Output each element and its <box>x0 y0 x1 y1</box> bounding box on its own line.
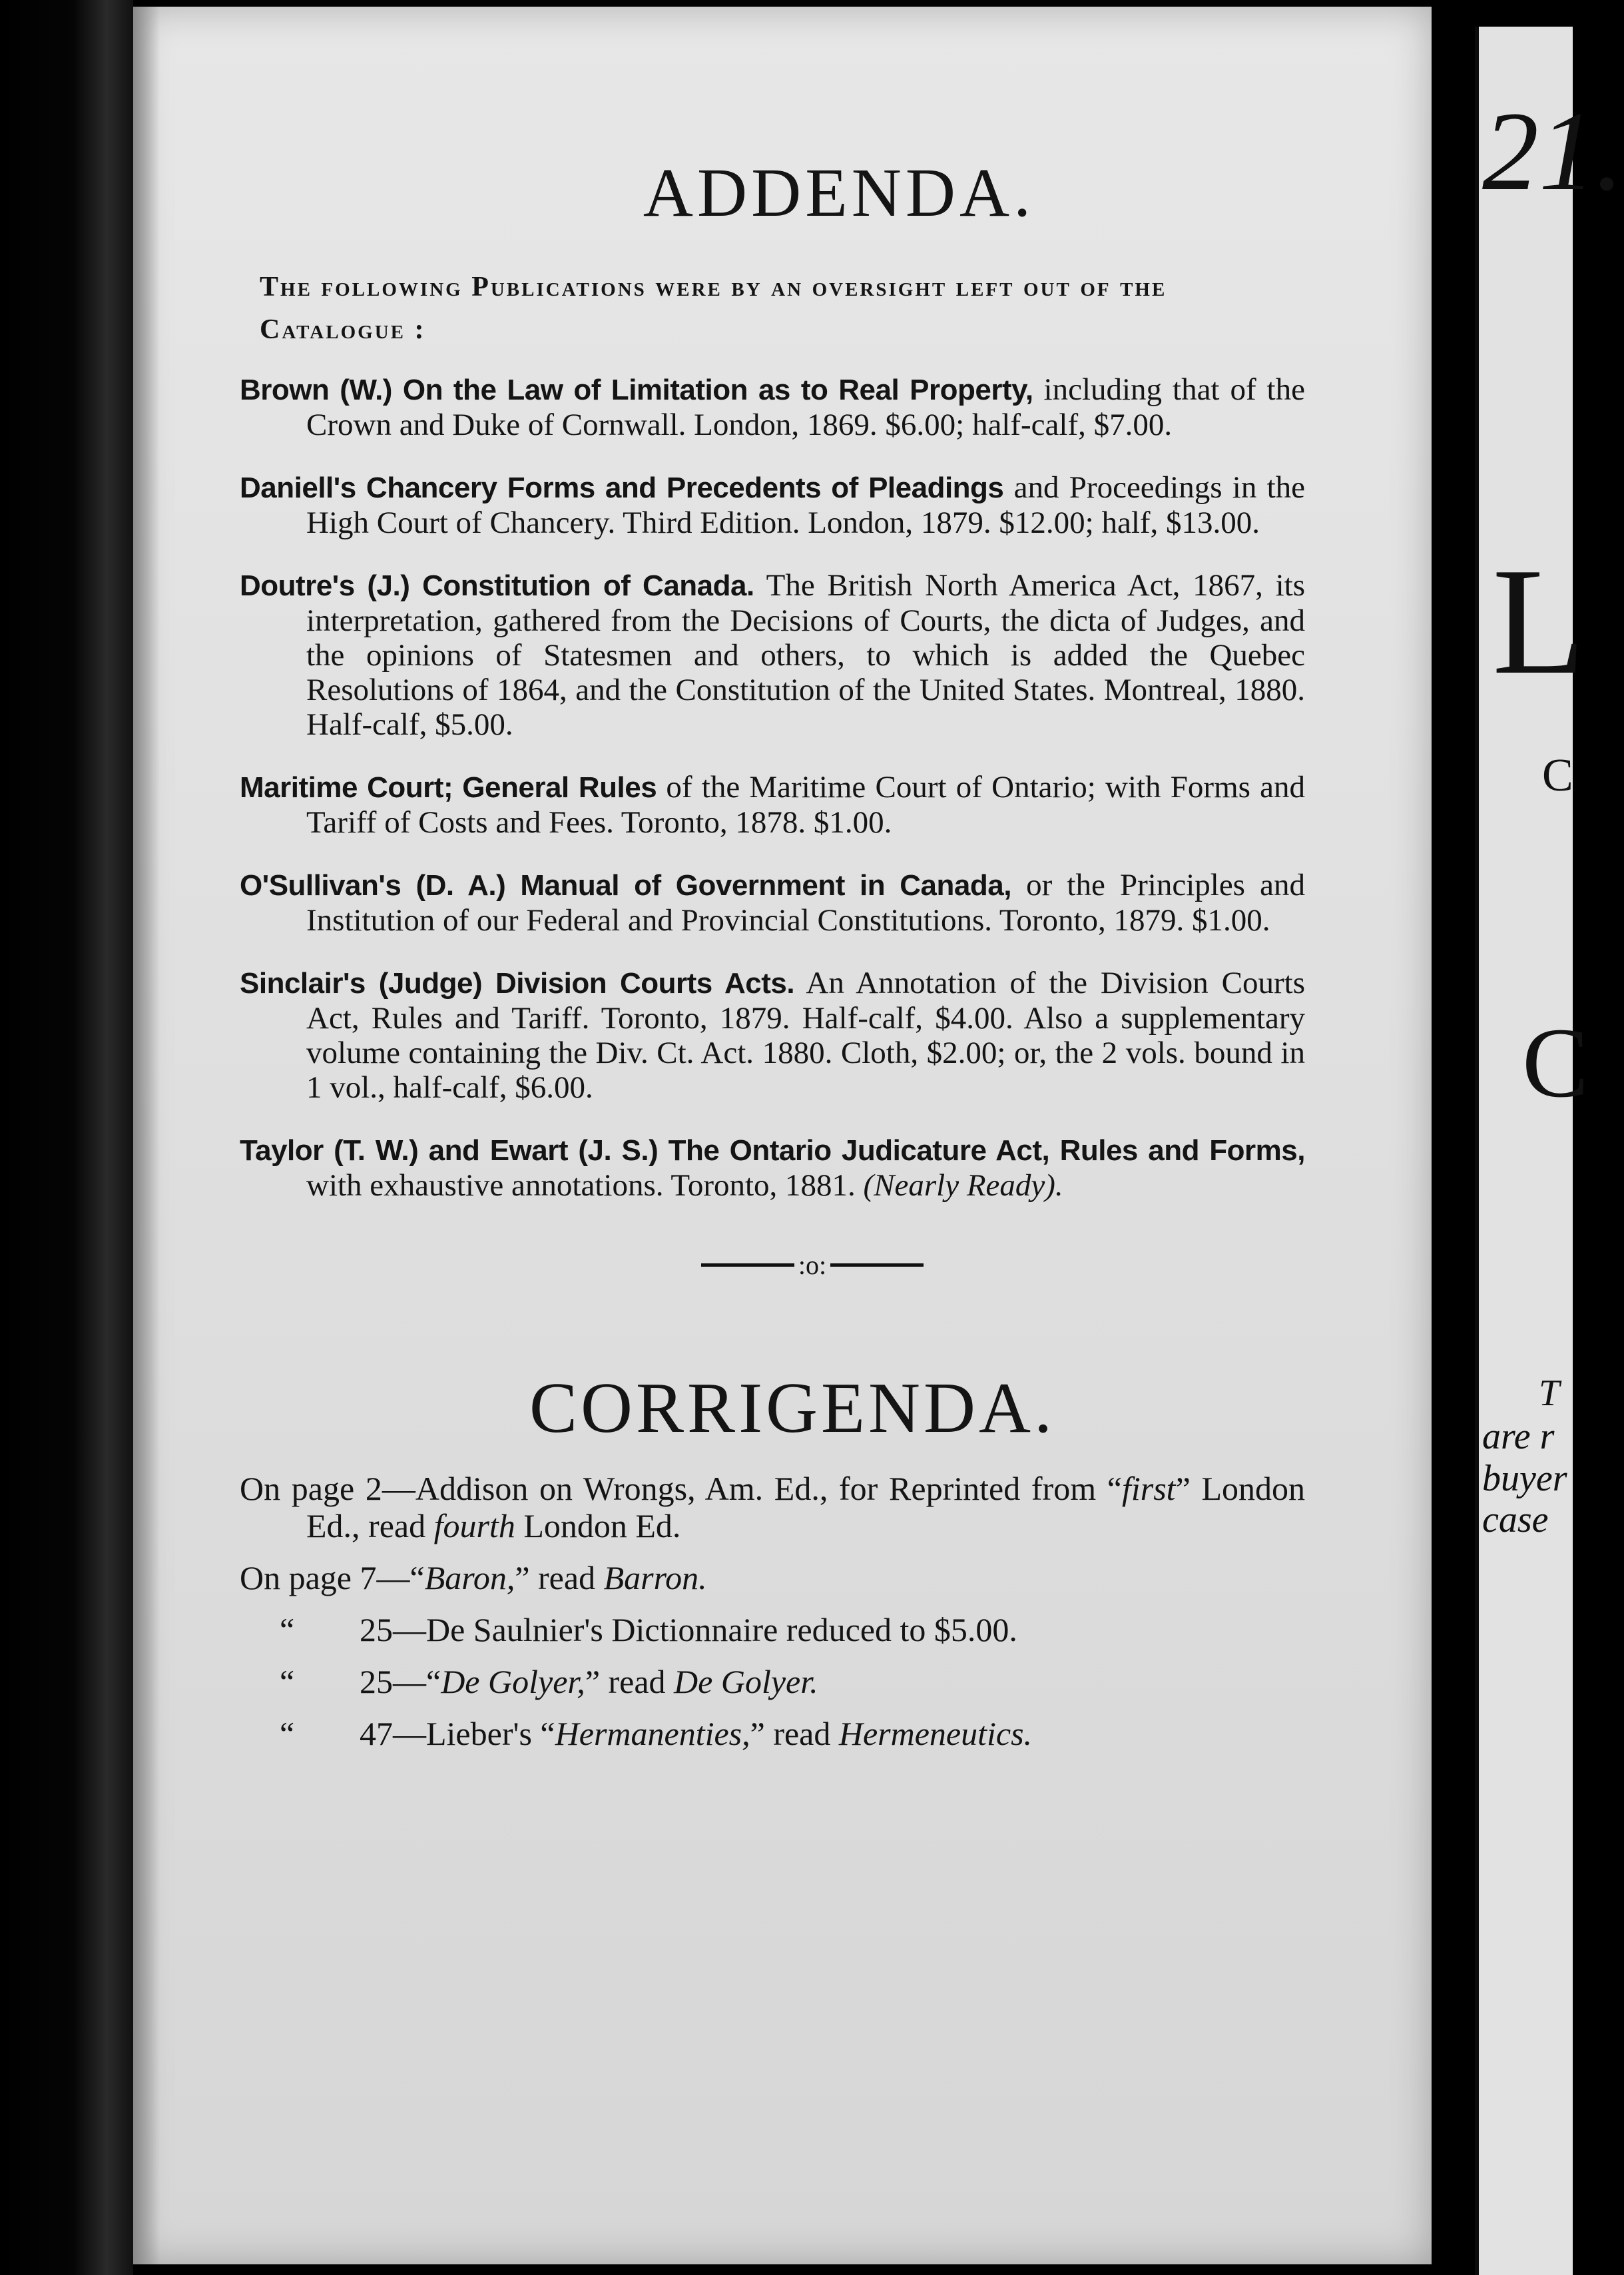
ditto-mark: “ <box>280 1611 295 1648</box>
corrigenda-item <box>240 1611 1305 1648</box>
corrigenda-italic: first <box>1121 1470 1176 1507</box>
corrigenda-text: 25—“ <box>360 1663 441 1700</box>
facing-page-number: 21. <box>1482 89 1624 214</box>
entry-text: or the Principles and Institution of our Federal and Provincial Constitutions. Toronto, 1879. $1.00. <box>306 868 1305 938</box>
facing-page-text: T <box>1539 1373 1560 1414</box>
entry-text: and Proceedings in the High Court of Chancery. Third Edition. London, 1879. $12.00; half, $13.00. <box>306 470 1306 540</box>
corrigenda-italic: De Golyer. <box>674 1663 818 1700</box>
corrigenda-text: London Ed. <box>515 1507 681 1544</box>
corrigenda-item <box>240 1663 1305 1700</box>
facing-page-letter: C <box>1522 1008 1589 1118</box>
addenda-entry <box>240 770 1305 840</box>
book-spine-shadow <box>0 0 133 2275</box>
addenda-intro: The following Publications were by an oversight left out of the Catalogue : <box>260 272 1167 345</box>
addenda-entry <box>240 470 1305 540</box>
addenda-entry <box>240 568 1305 742</box>
corrigenda-italic: Hermeneutics. <box>838 1715 1033 1752</box>
entry-text: An Annotation of the Division Courts Act, Rules and Tariff. Toronto, 1879. Half-calf, $4.00. Also a supplementary volume containing the Div. Ct. Act. 1880. Cloth, $2.00; or, the 2 vols. bound in 1 vol., half-calf, $6.00. <box>306 966 1305 1105</box>
corrigenda-italic: Barron. <box>603 1559 707 1596</box>
facing-page-fragment <box>1475 27 1624 2275</box>
corrigenda-text: ” read <box>515 1559 604 1596</box>
addenda-entry <box>240 1133 1305 1203</box>
facing-page-text: buyer <box>1482 1458 1567 1499</box>
corrigenda-title: CORRIGENDA. <box>529 1369 1055 1448</box>
corrigenda-italic: Baron, <box>424 1559 515 1596</box>
page-content <box>240 153 1305 1767</box>
addenda-entry <box>240 372 1305 442</box>
facing-page-letter: C <box>1542 750 1573 801</box>
addenda-entry <box>240 868 1305 938</box>
corrigenda-text: ” read <box>750 1715 839 1752</box>
addenda-entry <box>240 966 1305 1105</box>
page-gutter-edge <box>133 7 160 2264</box>
corrigenda-italic: Hermanenties, <box>555 1715 750 1752</box>
corrigenda-item <box>240 1559 1305 1596</box>
ditto-mark: “ <box>280 1715 295 1752</box>
corrigenda-text: ” London Ed., read <box>306 1470 1306 1544</box>
entry-italic-note: (Nearly Ready). <box>863 1168 1063 1203</box>
divider-mark: :o: <box>798 1250 827 1280</box>
entry-text: of the Maritime Court of Ontario; with Forms and Tariff of Costs and Fees. Toronto, 1878. $1.00. <box>306 770 1305 840</box>
corrigenda-italic: De Golyer, <box>441 1663 585 1700</box>
entry-text: with exhaustive annotations. Toronto, 1881. <box>306 1168 864 1203</box>
entry-subheading: ; General Rules <box>443 771 657 804</box>
addenda-title: ADDENDA. <box>643 155 1035 231</box>
entry-heading: Brown (W.) On the Law of Limitation as to Real Property, <box>240 374 1033 406</box>
entry-heading: Daniell's Chancery Forms and Precedents of Pleadings <box>240 472 1004 504</box>
facing-page-text: case <box>1482 1499 1549 1540</box>
ditto-mark: “ <box>280 1663 295 1700</box>
entry-heading: Taylor (T. W.) and Ewart (J. S.) The Ontario Judicature Act, Rules and Forms, <box>240 1134 1305 1167</box>
corrigenda-text: ” read <box>585 1663 675 1700</box>
divider-bar <box>830 1263 924 1267</box>
corrigenda-item <box>240 1715 1305 1752</box>
corrigenda-italic: fourth <box>433 1507 515 1544</box>
section-divider <box>320 1249 1305 1281</box>
entry-text: including that of the Crown and Duke of Cornwall. London, 1869. $6.00; half-calf, $7.00. <box>306 372 1305 442</box>
entry-heading: O'Sullivan's (D. A.) Manual of Government in Canada, <box>240 869 1011 902</box>
corrigenda-item <box>240 1470 1305 1544</box>
divider-bar <box>701 1263 794 1267</box>
entry-heading: Doutre's (J.) Constitution of Canada. <box>240 569 754 602</box>
entry-heading: Sinclair's (Judge) Division Courts Acts. <box>240 967 795 1000</box>
entry-heading: Maritime Court <box>240 771 443 804</box>
corrigenda-text: 25—De Saulnier's Dictionnaire reduced to $5.00. <box>360 1611 1017 1648</box>
entry-text: The British North America Act, 1867, its interpretation, gathered from the Decisions of Courts, the dicta of Judges, and the opinions of Statesmen and others, to which is added the Quebec Resolutions of 1864, and the Constitution of the United States. Montreal, 1880. Half-calf, $5.00. <box>306 568 1305 742</box>
facing-page-initial: L <box>1492 536 1586 706</box>
corrigenda-text: On page 7—“ <box>240 1559 425 1596</box>
facing-page-text: are r <box>1482 1416 1555 1457</box>
corrigenda-text: 47—Lieber's “ <box>360 1715 555 1752</box>
corrigenda-text: On page 2—Addison on Wrongs, Am. Ed., for Reprinted from “ <box>240 1470 1122 1507</box>
